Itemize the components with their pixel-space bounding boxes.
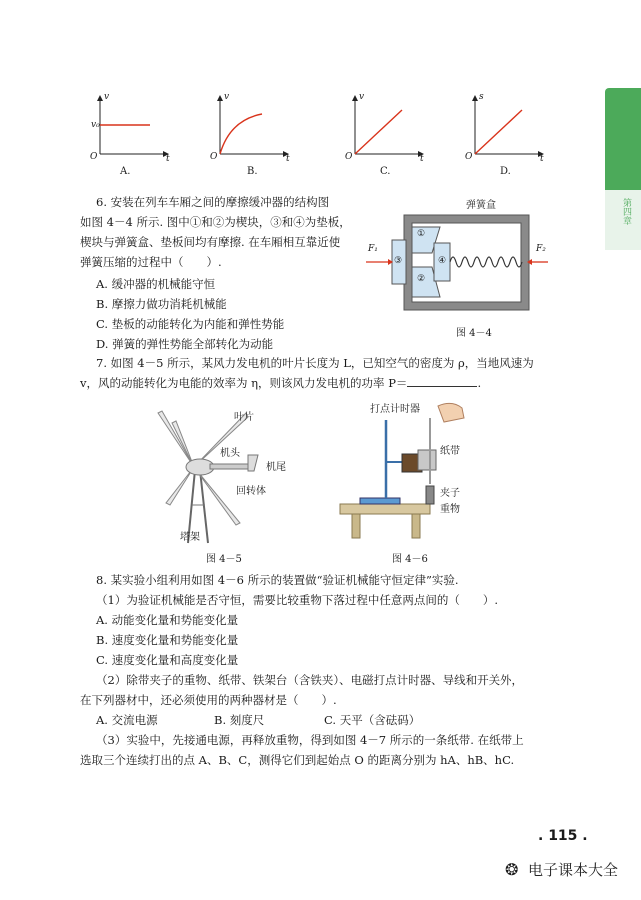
graph-b-xaxis-label: t: [286, 154, 290, 164]
graph-c-origin: O: [345, 152, 353, 162]
graph-d-origin: O: [465, 152, 473, 162]
graph-d-line: [475, 110, 522, 154]
graph-b-origin: O: [210, 152, 218, 162]
graph-d-yaxis-label: s: [479, 92, 484, 102]
q7-line-2-text: v，风的动能转化为电能的效率为 η，则该风力发电机的功率 P＝: [80, 376, 408, 390]
graph-b-caption: B.: [247, 166, 258, 177]
q6-line-1: 6. 安装在列车车厢之间的摩擦缓冲器的结构图: [96, 195, 330, 209]
q8-p2-option-c: C. 天平（含砝码）: [324, 713, 421, 727]
graph-c-yaxis-label: v: [359, 92, 365, 102]
graph-c-line: [355, 110, 402, 154]
q7-line-2: [80, 375, 481, 391]
q6-option-c: C. 垫板的动能转化为内能和弹性势能: [96, 317, 285, 331]
q8-part-3-line-1: （3）实验中，先接通电源，再释放重物，得到如图 4－7 所示的一条纸带. 在纸带上: [96, 733, 524, 747]
figure-4-6: [330, 400, 490, 540]
graph-a-v0-label: v₀: [91, 120, 100, 130]
graph-b-yaxis-label: v: [224, 92, 230, 102]
fig44-label-1: ①: [417, 229, 426, 239]
graph-c-caption: C.: [380, 166, 391, 177]
fig44-label-2: ②: [417, 274, 426, 284]
q8-p2-option-a: A. 交流电源: [96, 713, 158, 727]
fig44-label-4: ④: [438, 256, 447, 266]
q6-option-d: D. 弹簧的弹性势能全部转化为动能: [96, 337, 274, 351]
fig44-caption: 图 4－4: [456, 328, 492, 339]
q8-p1-option-c: C. 速度变化量和高度变化量: [96, 653, 239, 667]
q8-p1-option-a: A. 动能变化量和势能变化量: [96, 613, 239, 627]
wechat-icon: ❂: [505, 860, 519, 879]
fig46-caption: 图 4－6: [392, 554, 428, 565]
fig46-label-weight: 重物: [440, 504, 460, 515]
graph-d-caption: D.: [500, 166, 511, 177]
q6-line-2: 如图 4－4 所示. 图中①和②为楔块，③和④为垫板，: [80, 215, 351, 229]
graph-a-yaxis-label: v: [104, 92, 110, 102]
fig45-label-tower: 塔架: [180, 532, 200, 543]
graph-c: [355, 96, 423, 154]
watermark-text: 电子课本大全: [528, 861, 619, 879]
q6-line-4: 弹簧压缩的过程中（ ）.: [80, 255, 222, 269]
fig44-f2: F₂: [536, 244, 546, 254]
q8-p1-option-b: B. 速度变化量和势能变化量: [96, 633, 239, 647]
q6-line-3: 楔块与弹簧盒、垫板间均有摩擦. 在车厢相互靠近使: [80, 235, 341, 249]
page-number: . 115 .: [538, 828, 588, 844]
fig44-box-label: 弹簧盒: [466, 200, 496, 211]
graph-a-xaxis-label: t: [166, 154, 170, 164]
graphs-row: [80, 90, 550, 180]
graph-a-origin: O: [90, 152, 98, 162]
graph-a: [100, 96, 168, 154]
q8-p2-option-b: B. 刻度尺: [214, 713, 265, 727]
graph-b: [220, 96, 288, 154]
q7-line-1: 7. 如图 4－5 所示，某风力发电机的叶片长度为 L，已知空气的密度为 ρ，当地风速为: [96, 356, 534, 370]
fig46-label-tape: 纸带: [440, 446, 460, 457]
fig46-label-timer: 打点计时器: [370, 404, 420, 415]
fig45-label-blade: 叶片: [234, 412, 254, 423]
fig45-caption: 图 4－5: [206, 554, 242, 565]
figure-4-5: [150, 395, 280, 545]
q6-option-a: A. 缓冲器的机械能守恒: [96, 277, 216, 291]
chapter-tab-text: 第四章: [621, 198, 631, 225]
figure-4-4: [362, 205, 550, 320]
q7-line-2-end: .: [477, 376, 482, 390]
graph-d-xaxis-label: t: [540, 154, 544, 164]
graph-a-caption: A.: [120, 166, 131, 177]
fig45-label-nacelle: 机头: [220, 448, 240, 459]
fig44-f1: F₁: [368, 244, 378, 254]
q7-answer-blank: [407, 376, 477, 387]
graph-c-xaxis-label: t: [420, 154, 424, 164]
q8-part-3-line-2: 选取三个连续打出的点 A、B、C，测得它们到起始点 O 的距离分别为 hA、hB、hC.: [80, 753, 515, 767]
q8-part-2-line-2: 在下列器材中，还必须使用的两种器材是（ ）.: [80, 693, 337, 707]
chapter-tab: [605, 88, 641, 203]
q8-intro: 8. 某实验小组利用如图 4－6 所示的装置做“验证机械能守恒定律”实验.: [96, 573, 459, 587]
fig45-label-rotator: 回转体: [236, 486, 266, 497]
q8-part-1: （1）为验证机械能是否守恒，需要比较重物下落过程中任意两点间的（ ）.: [96, 593, 498, 607]
q6-option-b: B. 摩擦力做功消耗机械能: [96, 297, 227, 311]
q8-part-2-line-1: （2）除带夹子的重物、纸带、铁架台（含铁夹）、电磁打点计时器、导线和开关外，: [96, 673, 524, 687]
graph-b-curve: [220, 114, 262, 154]
fig45-label-tail: 机尾: [266, 462, 286, 473]
graph-d: [475, 96, 543, 154]
fig44-label-3: ③: [394, 256, 403, 266]
fig46-label-clip: 夹子: [440, 488, 460, 499]
